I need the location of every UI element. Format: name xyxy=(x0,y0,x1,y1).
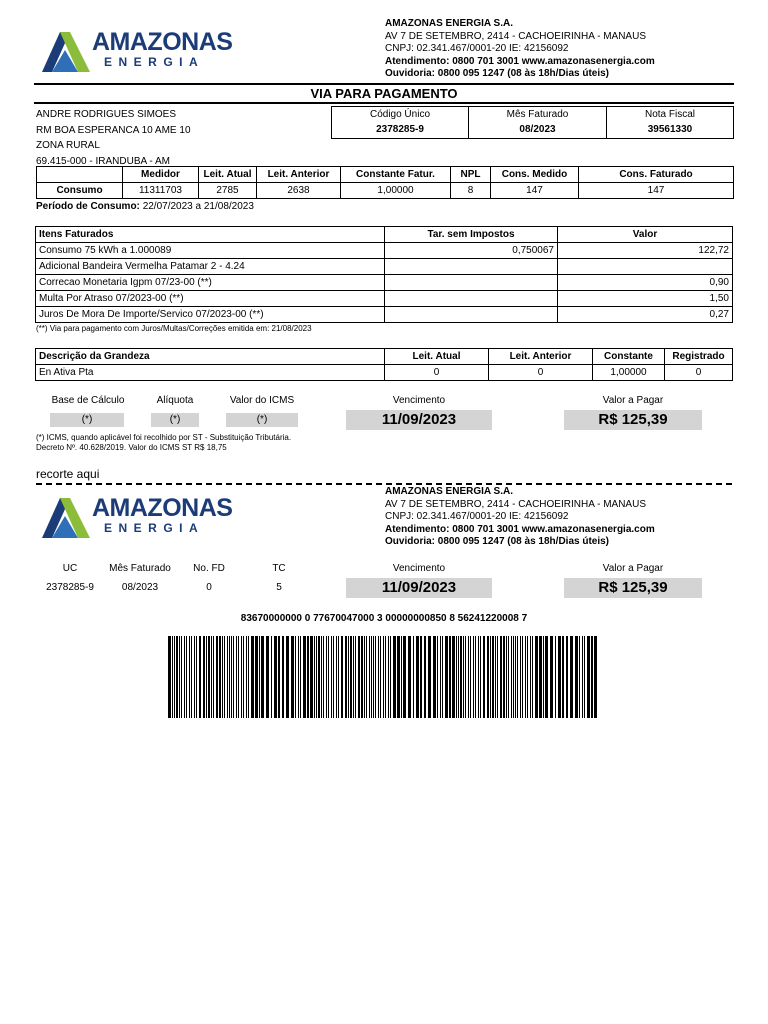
barcode-bar xyxy=(539,636,542,718)
barcode-bar xyxy=(350,636,352,718)
barcode-bar xyxy=(211,636,212,718)
barcode-bar xyxy=(433,636,436,718)
barcode-bar xyxy=(408,636,411,718)
stub-fd-value: 0 xyxy=(206,582,212,593)
aliq-value: (*) xyxy=(151,413,199,427)
company-atendimento: Atendimento: 0800 701 3001 www.amazonasenergia.com xyxy=(385,523,655,535)
item-valor: 0,90 xyxy=(558,275,733,291)
nota-value: 39561330 xyxy=(607,123,734,139)
header-divider xyxy=(34,83,734,85)
table-row xyxy=(36,275,733,291)
title-divider xyxy=(34,102,734,104)
barcode-bar xyxy=(176,636,178,718)
periodo-consumo xyxy=(36,201,254,212)
barcode-bar xyxy=(445,636,448,718)
barcode-bar xyxy=(413,636,414,718)
barcode-bar xyxy=(520,636,521,718)
barcode-bar xyxy=(261,636,264,718)
company-address: AV 7 DE SETEMBRO, 2414 - CACHOEIRINHA - MANAUS xyxy=(385,498,646,510)
cell-npl: 8 xyxy=(451,183,491,199)
icms-note xyxy=(36,433,291,453)
barcode-bar xyxy=(266,636,269,718)
barcode-bar xyxy=(194,636,195,718)
cell-constante: 1,00000 xyxy=(341,183,451,199)
logo-mark-icon xyxy=(40,28,92,74)
recorte-label: recorte aqui xyxy=(36,467,100,481)
barcode-bar xyxy=(336,636,337,718)
barcode-bar xyxy=(513,636,514,718)
barcode-bar xyxy=(243,636,244,718)
vencimento-label: Vencimento xyxy=(392,395,446,406)
codigo-label: Código Único xyxy=(332,107,469,123)
barcode-bar xyxy=(570,636,573,718)
barcode-bar xyxy=(449,636,451,718)
codigo-value: 2378285-9 xyxy=(332,123,469,139)
barcode-bar xyxy=(492,636,494,718)
cell-cons-faturado: 147 xyxy=(579,183,734,199)
barcode-bar xyxy=(535,636,538,718)
item-desc: Correcao Monetaria Igpm 07/23-00 (**) xyxy=(36,275,385,291)
barcode-bar xyxy=(216,636,218,718)
barcode-bar xyxy=(579,636,580,718)
logo-wordmark: AMAZONAS xyxy=(92,494,233,522)
itens-note: (**) Via para pagamento com Juros/Multas/Correções emitida em: 21/08/2023 xyxy=(36,324,312,333)
barcode-bar xyxy=(371,636,372,718)
barcode-bar xyxy=(341,636,343,718)
barcode-bar xyxy=(300,636,301,718)
stub-valor-value: R$ 125,39 xyxy=(564,578,702,598)
col-g-leit-anterior: Leit. Anterior xyxy=(489,349,593,365)
stub-tc-label: TC xyxy=(272,563,286,574)
grandeza-table xyxy=(35,348,733,381)
barcode-bar xyxy=(393,636,396,718)
customer-city: 69.415-000 - IRANDUBA - AM xyxy=(36,155,170,167)
barcode-bar xyxy=(203,636,205,718)
barcode-bar xyxy=(251,636,254,718)
stub-tc-value: 5 xyxy=(276,582,282,593)
barcode-bar xyxy=(323,636,324,718)
item-valor: 0,27 xyxy=(558,307,733,323)
barcode-bar xyxy=(206,636,207,718)
base-label: Base de Cálculo xyxy=(51,395,125,406)
barcode-bar xyxy=(380,636,381,718)
col-g-registrado: Registrado xyxy=(665,349,733,365)
col-cons-medido: Cons. Medido xyxy=(491,167,579,183)
barcode-bar xyxy=(390,636,391,718)
barcode-bar xyxy=(222,636,223,718)
barcode-bar xyxy=(255,636,258,718)
barcode-bar xyxy=(503,636,505,718)
barcode-bar xyxy=(527,636,528,718)
barcode-bar xyxy=(186,636,187,718)
col-grandeza: Descrição da Grandeza xyxy=(36,349,385,365)
barcode-bar xyxy=(248,636,249,718)
company-atendimento: Atendimento: 0800 701 3001 www.amazonasenergia.com xyxy=(385,55,655,67)
barcode-bar xyxy=(517,636,518,718)
barcode-bar xyxy=(545,636,548,718)
mes-label: Mês Faturado xyxy=(469,107,607,123)
barcode-bar xyxy=(385,636,386,718)
logo-mark-icon xyxy=(40,494,92,540)
stub-mes-label: Mês Faturado xyxy=(109,563,171,574)
barcode-bar xyxy=(383,636,384,718)
cell-leit-atual: 2785 xyxy=(199,183,257,199)
barcode-bar xyxy=(246,636,247,718)
barcode-bar xyxy=(587,636,590,718)
barcode-bar xyxy=(543,636,544,718)
item-desc: Consumo 75 kWh a 1.000089 xyxy=(36,243,385,259)
barcode-bar xyxy=(271,636,272,718)
barcode-bar xyxy=(172,636,173,718)
col-cons-faturado: Cons. Faturado xyxy=(579,167,734,183)
barcode-bar xyxy=(458,636,459,718)
consumo-table xyxy=(36,166,734,199)
company-name: AMAZONAS ENERGIA S.A. xyxy=(385,486,513,497)
barcode-bar xyxy=(555,636,556,718)
periodo-value: 22/07/2023 a 21/08/2023 xyxy=(142,201,254,212)
barcode-bar xyxy=(298,636,299,718)
barcode-bar xyxy=(468,636,469,718)
barcode-bar xyxy=(229,636,230,718)
barcode-bar xyxy=(345,636,347,718)
barcode-bar xyxy=(566,636,568,718)
customer-zone: ZONA RURAL xyxy=(36,140,100,151)
barcode-bar xyxy=(522,636,523,718)
col-leit-atual: Leit. Atual xyxy=(199,167,257,183)
barcode-bar xyxy=(403,636,406,718)
barcode-bar xyxy=(473,636,474,718)
barcode-bar xyxy=(463,636,464,718)
vencimento-value: 11/09/2023 xyxy=(346,410,492,430)
base-value: (*) xyxy=(50,413,124,427)
barcode-bar xyxy=(378,636,379,718)
item-valor: 122,72 xyxy=(558,243,733,259)
barcode-bar xyxy=(303,636,306,718)
barcode-bar xyxy=(236,636,237,718)
barcode-bar xyxy=(440,636,441,718)
barcode-bar xyxy=(364,636,365,718)
item-tarifa: 0,750067 xyxy=(385,243,558,259)
barcode-bar xyxy=(231,636,232,718)
barcode-bar xyxy=(562,636,564,718)
barcode-bar xyxy=(456,636,457,718)
stub-fd-label: No. FD xyxy=(193,563,225,574)
barcode-bar xyxy=(168,636,171,718)
barcode-bar xyxy=(191,636,192,718)
item-desc: Juros De Mora De Importe/Servico 07/2023-00 (**) xyxy=(36,307,385,323)
barcode-bar xyxy=(213,636,214,718)
barcode-bar xyxy=(321,636,322,718)
customer-name: ANDRE RODRIGUES SIMOES xyxy=(36,109,177,120)
barcode-bar xyxy=(333,636,334,718)
barcode-bar xyxy=(591,636,593,718)
barcode-bar xyxy=(558,636,561,718)
barcode-bar xyxy=(375,636,376,718)
item-desc: Adicional Bandeira Vermelha Patamar 2 - 4.24 xyxy=(36,259,385,275)
barcode-bar xyxy=(366,636,367,718)
barcode-bar xyxy=(460,636,462,718)
item-tarifa xyxy=(385,291,558,307)
item-valor: 1,50 xyxy=(558,291,733,307)
company-ouvidoria: Ouvidoria: 0800 095 1247 (08 às 18h/Dias úteis) xyxy=(385,68,610,79)
barcode-bar xyxy=(508,636,509,718)
barcode-bar xyxy=(291,636,294,718)
barcode-bar xyxy=(470,636,471,718)
barcode-bar xyxy=(452,636,455,718)
consumo-corner xyxy=(37,167,123,183)
barcode-bar xyxy=(361,636,363,718)
g-constante: 1,00000 xyxy=(593,365,665,381)
item-tarifa xyxy=(385,275,558,291)
periodo-label: Período de Consumo: xyxy=(36,201,140,212)
barcode-bar xyxy=(224,636,225,718)
barcode-bar xyxy=(353,636,354,718)
barcode-bar xyxy=(326,636,327,718)
barcode-bar xyxy=(497,636,498,718)
cell-cons-medido: 147 xyxy=(491,183,579,199)
barcode-bar xyxy=(238,636,239,718)
barcode-bar xyxy=(420,636,422,718)
stub-mes-value: 08/2023 xyxy=(121,582,159,593)
company-info xyxy=(385,18,655,81)
barcode-bar xyxy=(480,636,481,718)
valor-icms-value: (*) xyxy=(226,413,298,427)
g-registrado: 0 xyxy=(665,365,733,381)
barcode-bar xyxy=(233,636,234,718)
barcode-bar xyxy=(397,636,400,718)
barcode-bar xyxy=(530,636,531,718)
barcode-bar xyxy=(388,636,389,718)
barcode-bar xyxy=(584,636,585,718)
barcode-bar xyxy=(208,636,210,718)
barcode-bar xyxy=(310,636,313,718)
col-itens: Itens Faturados xyxy=(36,227,385,243)
row-label-consumo: Consumo xyxy=(37,183,123,199)
barcode-bar xyxy=(338,636,339,718)
barcode-bar xyxy=(506,636,507,718)
cell-leit-anterior: 2638 xyxy=(257,183,341,199)
barcode-bar xyxy=(196,636,197,718)
valor-pagar-value: R$ 125,39 xyxy=(564,410,702,430)
barcode-bar xyxy=(282,636,284,718)
company-info-stub xyxy=(385,486,655,549)
barcode-bar xyxy=(174,636,175,718)
stub-valor-label: Valor a Pagar xyxy=(602,563,664,574)
barcode-bar xyxy=(358,636,360,718)
col-valor: Valor xyxy=(558,227,733,243)
itens-table xyxy=(35,226,733,323)
item-valor xyxy=(558,259,733,275)
nota-label: Nota Fiscal xyxy=(607,107,734,123)
icms-note-line1: (*) ICMS, quando aplicável foi recolhido por ST - Substituição Tributária. xyxy=(36,433,292,442)
barcode-bar xyxy=(274,636,277,718)
company-cnpj: CNPJ: 02.341.467/0001-20 IE: 42156092 xyxy=(385,43,569,54)
barcode-number: 83670000000 0 77670047000 3 00000000850 8 56241220008 7 xyxy=(240,613,528,624)
table-row xyxy=(37,183,734,199)
barcode-bar xyxy=(373,636,374,718)
barcode-bar xyxy=(295,636,296,718)
g-leit-anterior: 0 xyxy=(489,365,593,381)
barcode-bar xyxy=(286,636,289,718)
stub-uc-label: UC xyxy=(62,563,78,574)
barcode-bar xyxy=(511,636,512,718)
company-name: AMAZONAS ENERGIA S.A. xyxy=(385,18,513,29)
table-row xyxy=(36,307,733,323)
customer-block xyxy=(36,107,191,169)
barcode-bar xyxy=(478,636,479,718)
page-title: VIA PARA PAGAMENTO xyxy=(310,86,458,101)
table-row xyxy=(36,259,733,275)
barcode-bar xyxy=(532,636,533,718)
company-address: AV 7 DE SETEMBRO, 2414 - CACHOEIRINHA - MANAUS xyxy=(385,30,646,42)
barcode-bar xyxy=(355,636,356,718)
barcode-bar xyxy=(318,636,320,718)
table-row xyxy=(36,243,733,259)
col-tarifa: Tar. sem Impostos xyxy=(385,227,558,243)
barcode-bar xyxy=(348,636,349,718)
barcode-bar xyxy=(500,636,502,718)
company-logo-stub xyxy=(40,494,233,542)
customer-address: RM BOA ESPERANCA 10 AME 10 xyxy=(36,124,191,136)
barcode-bar xyxy=(582,636,583,718)
barcode-bar xyxy=(241,636,242,718)
barcode-bar xyxy=(437,636,438,718)
cut-line xyxy=(36,483,732,485)
company-cnpj: CNPJ: 02.341.467/0001-20 IE: 42156092 xyxy=(385,511,569,522)
barcode-bar xyxy=(428,636,431,718)
col-g-leit-atual: Leit. Atual xyxy=(385,349,489,365)
logo-subword: ENERGIA xyxy=(104,55,205,69)
barcode-bar xyxy=(495,636,496,718)
barcode-bar xyxy=(278,636,280,718)
barcode-bar xyxy=(483,636,485,718)
aliq-label: Alíquota xyxy=(156,395,194,406)
barcode-bar xyxy=(442,636,443,718)
col-npl: NPL xyxy=(451,167,491,183)
ids-table xyxy=(331,106,734,139)
col-medidor: Medidor xyxy=(123,167,199,183)
barcode-bar xyxy=(199,636,201,718)
table-row xyxy=(36,291,733,307)
stub-vencimento-value: 11/09/2023 xyxy=(346,578,492,598)
barcode-bar xyxy=(227,636,228,718)
barcode-bar xyxy=(328,636,329,718)
barcode-bar xyxy=(314,636,315,718)
barcode-bar xyxy=(550,636,553,718)
barcode-bar xyxy=(189,636,190,718)
barcode-bar xyxy=(316,636,317,718)
icms-note-line2: Decreto Nº. 40.628/2019. Valor do ICMS ST R$ 18,75 xyxy=(36,443,227,452)
barcode-bar xyxy=(369,636,370,718)
cell-medidor: 11311703 xyxy=(123,183,199,199)
valor-pagar-label: Valor a Pagar xyxy=(602,395,664,406)
barcode-bar xyxy=(184,636,185,718)
barcode-image xyxy=(168,636,600,718)
barcode-bar xyxy=(515,636,516,718)
barcode-bar xyxy=(424,636,426,718)
barcode-bar xyxy=(181,636,182,718)
col-g-constante: Constante xyxy=(593,349,665,365)
col-leit-anterior: Leit. Anterior xyxy=(257,167,341,183)
barcode-bar xyxy=(594,636,597,718)
barcode-bar xyxy=(575,636,578,718)
stub-uc-value: 2378285-9 xyxy=(46,582,94,593)
col-constante: Constante Fatur. xyxy=(341,167,451,183)
barcode-bar xyxy=(487,636,489,718)
barcode-bar xyxy=(331,636,332,718)
mes-value: 08/2023 xyxy=(469,123,607,139)
logo-wordmark: AMAZONAS xyxy=(92,28,233,56)
valor-icms-label: Valor do ICMS xyxy=(229,395,295,406)
barcode-bar xyxy=(490,636,491,718)
item-tarifa xyxy=(385,259,558,275)
barcode-bar xyxy=(179,636,180,718)
stub-vencimento-label: Vencimento xyxy=(392,563,446,574)
logo-subword: ENERGIA xyxy=(104,521,205,535)
barcode-bar xyxy=(219,636,221,718)
barcode-bar xyxy=(525,636,526,718)
item-tarifa xyxy=(385,307,558,323)
barcode-bar xyxy=(401,636,402,718)
g-desc: En Ativa Pta xyxy=(36,365,385,381)
company-logo xyxy=(40,28,233,76)
barcode-bar xyxy=(307,636,309,718)
barcode-bar xyxy=(475,636,476,718)
barcode-bar xyxy=(259,636,260,718)
table-row xyxy=(36,365,733,381)
g-leit-atual: 0 xyxy=(385,365,489,381)
barcode-bar xyxy=(416,636,419,718)
item-desc: Multa Por Atraso 07/2023-00 (**) xyxy=(36,291,385,307)
company-ouvidoria: Ouvidoria: 0800 095 1247 (08 às 18h/Dias úteis) xyxy=(385,536,610,547)
barcode-bar xyxy=(465,636,466,718)
